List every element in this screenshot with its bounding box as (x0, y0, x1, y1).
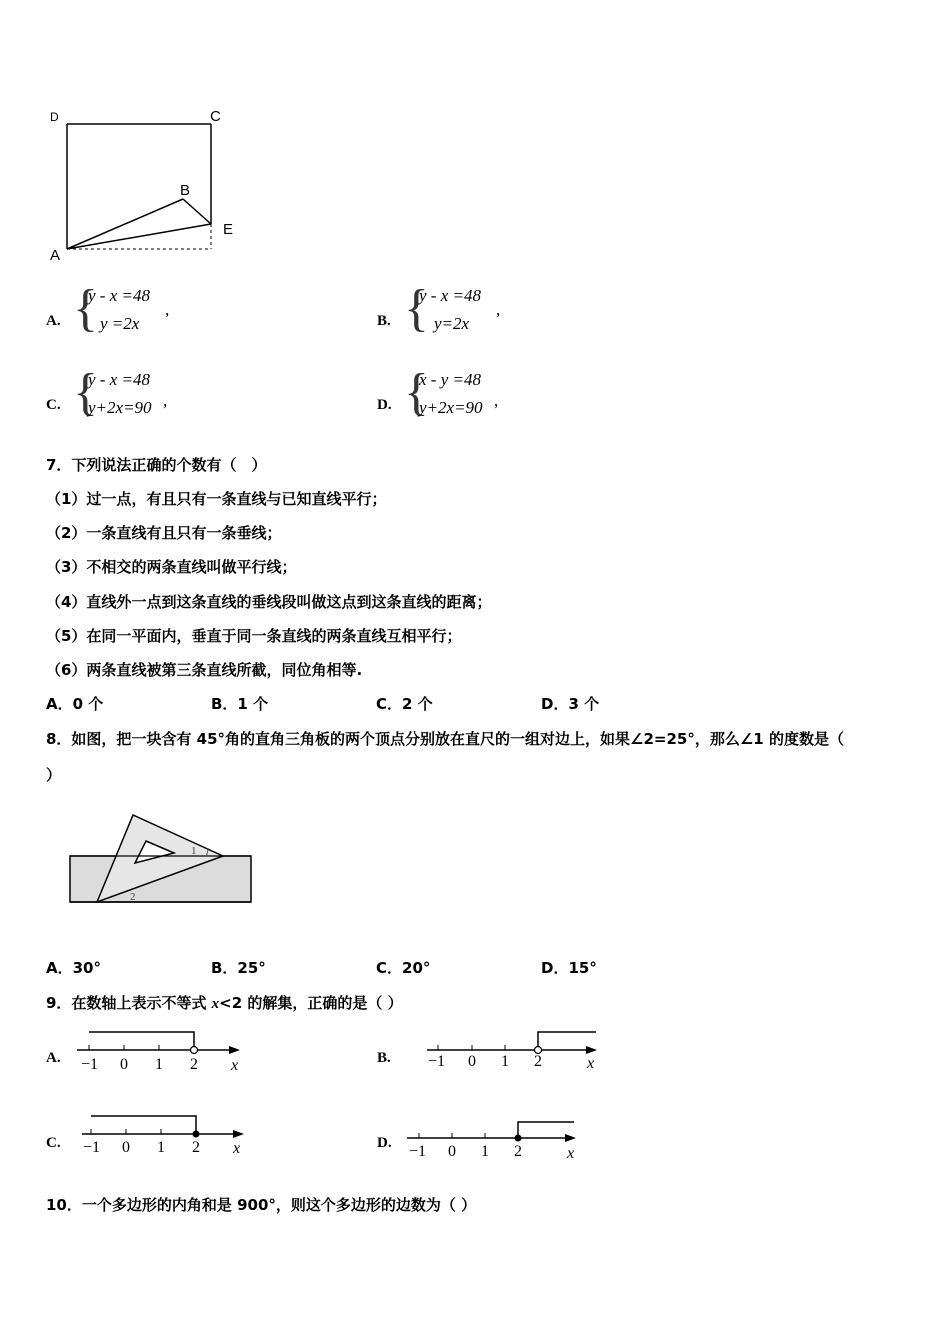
comma: , (494, 391, 499, 410)
q9-stem-prefix: 9．在数轴上表示不等式 (46, 994, 212, 1012)
axis-arrow-icon (233, 1130, 244, 1138)
number-line-c (80, 1113, 250, 1163)
q7-item-6: （6）两条直线被第三条直线所截，同位角相等. (46, 661, 363, 679)
tick-label: −1 (409, 1143, 427, 1160)
q7-option-b: B．1 个 (211, 695, 269, 713)
brace-icon: { (404, 364, 429, 421)
option-letter: B. (377, 313, 391, 329)
open-point (191, 1047, 198, 1054)
tick-label: 0 (448, 1143, 456, 1160)
equation-1: y - x =48 (88, 286, 150, 305)
tick-label: 1 (481, 1143, 489, 1160)
solution-bracket (89, 1032, 194, 1047)
closed-point (193, 1131, 200, 1138)
q7-item-4: （4）直线外一点到这条直线的垂线段叫做这点到这条直线的距离； (46, 593, 492, 611)
q7-item-2: （2）一条直线有且只有一条垂线； (46, 524, 282, 542)
segment-ae (67, 224, 211, 249)
q8-option-b: B．25° (211, 959, 266, 977)
q7-option-c: C．2 个 (376, 695, 433, 713)
tick-label: 0 (468, 1053, 476, 1070)
equation-1: x - y =48 (419, 370, 481, 389)
tick-label: 2 (190, 1056, 198, 1073)
label-a: A (50, 247, 61, 264)
rectangle-figure (40, 104, 250, 274)
q7-item-5: （5）在同一平面内，垂直于同一条直线的两条直线互相平行； (46, 627, 462, 645)
tick-label: −1 (81, 1056, 99, 1073)
closed-point (515, 1135, 522, 1142)
comma: , (496, 300, 501, 319)
brace-icon: { (404, 280, 429, 337)
q7-option-d: D．3 个 (541, 695, 600, 713)
q9-option-b-letter: B. (377, 1050, 391, 1066)
equation-1: y - x =48 (88, 370, 150, 389)
label-c: C (210, 108, 221, 125)
tick-label: 1 (157, 1139, 165, 1156)
segment-ab (67, 199, 183, 249)
q7-stem: 7．下列说法正确的个数有（ ） (46, 456, 267, 474)
axis-var-label: x (231, 1057, 239, 1074)
label-d: D (50, 110, 59, 124)
comma: , (165, 300, 170, 319)
solution-bracket (538, 1032, 596, 1047)
q9-stem-suffix: <2 的解集，正确的是（ ） (219, 994, 403, 1012)
q9-option-a-letter: A. (46, 1050, 61, 1066)
angle-2-label: 2 (130, 891, 136, 903)
ruler-triangle-figure (66, 812, 256, 907)
comma: , (163, 391, 168, 410)
q8-stem: 8．如图，把一块含有 45°角的直角三角板的两个顶点分别放在直尺的一组对边上，如果∠2=25°，那么∠1 的度数是（ (46, 730, 844, 748)
axis-var-label: x (567, 1145, 575, 1162)
axis-var-label: x (587, 1055, 595, 1072)
brace-icon: { (73, 364, 98, 421)
angle-1-label: 1 (191, 845, 197, 857)
q8-stem-close: ） (46, 766, 62, 784)
option-letter: A. (46, 313, 61, 329)
label-e: E (223, 221, 234, 238)
equation-2: y =2x (100, 314, 140, 333)
equation-2: y+2x=90 (419, 398, 483, 417)
q7-item-3: （3）不相交的两条直线叫做平行线； (46, 558, 297, 576)
q7-option-a: A．0 个 (46, 695, 104, 713)
q8-option-c: C．20° (376, 959, 431, 977)
q7-item-1: （1）过一点，有且只有一条直线与已知直线平行； (46, 490, 387, 508)
axis-var-label: x (233, 1140, 241, 1157)
q9-stem-var: x (211, 996, 220, 1012)
number-line-d (405, 1116, 580, 1166)
brace-icon: { (73, 280, 98, 337)
tick-label: 1 (501, 1053, 509, 1070)
tick-label: 1 (155, 1056, 163, 1073)
equation-1: y - x =48 (419, 286, 481, 305)
equation-2: y=2x (434, 314, 470, 333)
solution-bracket (91, 1116, 196, 1131)
axis-arrow-icon (586, 1046, 597, 1054)
tick-label: 2 (192, 1139, 200, 1156)
axis-arrow-icon (229, 1046, 240, 1054)
segment-be (183, 199, 211, 224)
number-line-b (425, 1028, 600, 1078)
label-b: B (180, 182, 191, 199)
q8-option-a: A．30° (46, 959, 101, 977)
option-letter: D. (377, 397, 392, 413)
equation-2: y+2x=90 (88, 398, 152, 417)
tick-label: −1 (83, 1139, 101, 1156)
tick-label: 2 (514, 1143, 522, 1160)
axis-arrow-icon (565, 1134, 576, 1142)
tick-label: −1 (428, 1053, 446, 1070)
tick-label: 0 (120, 1056, 128, 1073)
option-letter: C. (46, 397, 61, 413)
q8-option-d: D．15° (541, 959, 597, 977)
q9-option-d-letter: D. (377, 1135, 392, 1151)
q10-stem: 10．一个多边形的内角和是 900°，则这个多边形的边数为（ ） (46, 1196, 477, 1214)
tick-label: 0 (122, 1139, 130, 1156)
tick-label: 2 (534, 1053, 542, 1070)
q9-stem (46, 992, 403, 1013)
q9-option-c-letter: C. (46, 1135, 61, 1151)
solution-bracket (518, 1122, 574, 1135)
